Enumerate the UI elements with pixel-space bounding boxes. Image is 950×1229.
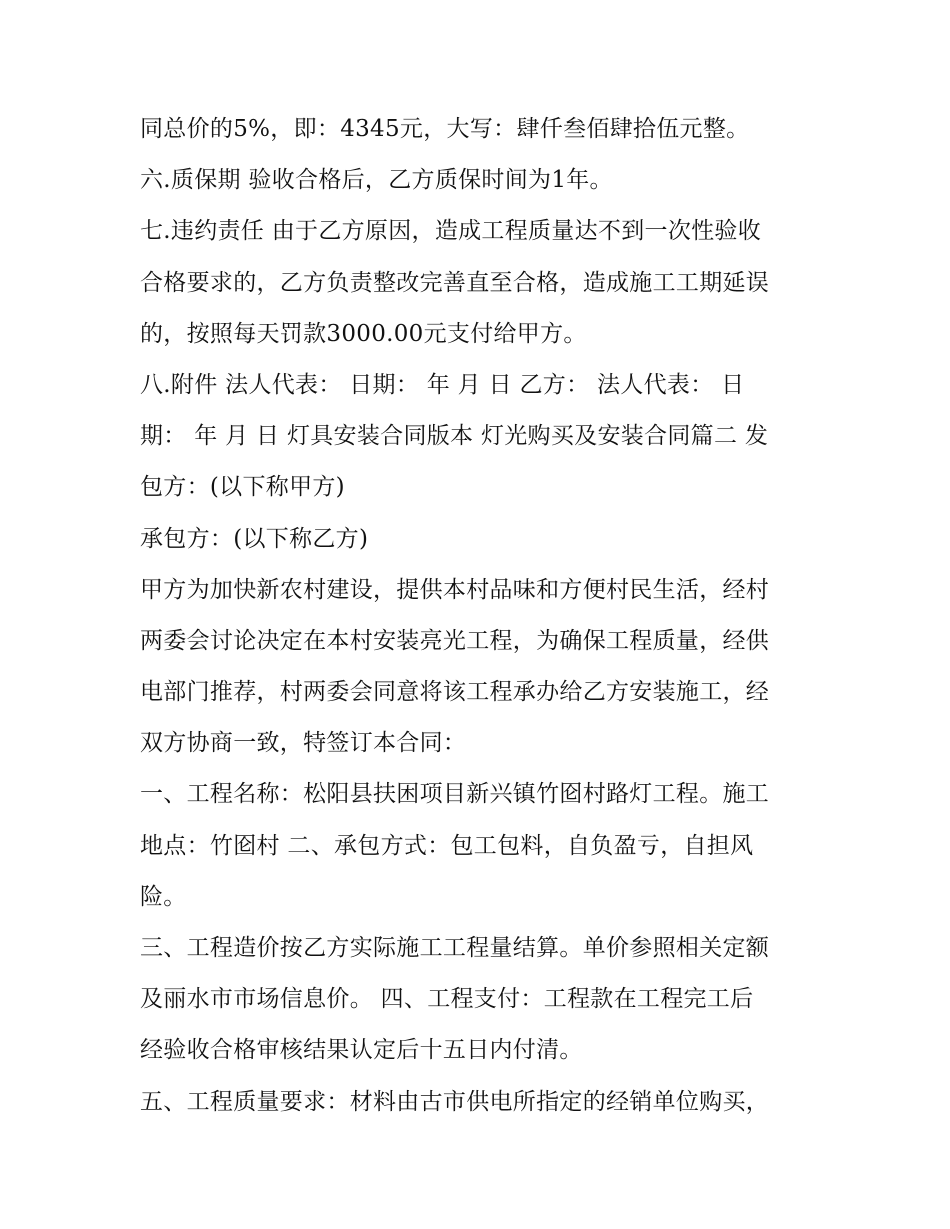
text-line: 电部门推荐，村两委会同意将该工程承办给乙方安装施工，经 [140,679,770,706]
text-line: 三、工程造价按乙方实际施工工程量结算。单价参照相关定额 [140,935,770,961]
document-body [140,104,820,1128]
text-line: 一、工程名称：松阳县扶困项目新兴镇竹囵村路灯工程。施工 [140,781,770,808]
text-line: 同总价的5%，即：4345元，大写：肆仟叁佰肆拾伍元整。 [140,116,750,142]
text-line: 双方协商一致，特签订本合同： [140,730,467,757]
text-line: 承包方：(以下称乙方) [140,525,369,552]
text-line: 及丽水市市场信息价。 四、工程支付：工程款在工程完工后 [140,986,754,1013]
text-line: 八.附件 法人代表： 日期： 年 月 日 乙方： 法人代表： 日 [140,371,745,398]
text-line: 两委会讨论决定在本村安装亮光工程，为确保工程质量，经供 [140,627,770,654]
text-line: 包方：(以下称甲方) [140,474,345,501]
text-line: 六.质保期 验收合格后，乙方质保时间为1年。 [140,167,613,194]
text-line: 七.违约责任 由于乙方原因，造成工程质量达不到一次性验收 [140,218,762,245]
text-line: 期： 年 月 日 灯具安装合同版本 灯光购买及安装合同篇二 发 [140,423,769,450]
text-line: 甲方为加快新农村建设，提供本村品味和方便村民生活，经村 [140,576,770,603]
text-line: 经验收合格审核结果认定后十五日内付清。 [140,1037,583,1064]
text-line: 险。 [140,883,187,910]
text-line: 地点：竹囵村 二、承包方式：包工包料，自负盈亏，自担风 [140,832,754,859]
text-line: 五、工程质量要求：材料由古市供电所指定的经销单位购买， [140,1088,770,1115]
text-line: 合格要求的，乙方负责整改完善直至合格，造成施工工期延误 [140,269,770,296]
text-line: 的，按照每天罚款3000.00元支付给甲方。 [140,320,587,347]
